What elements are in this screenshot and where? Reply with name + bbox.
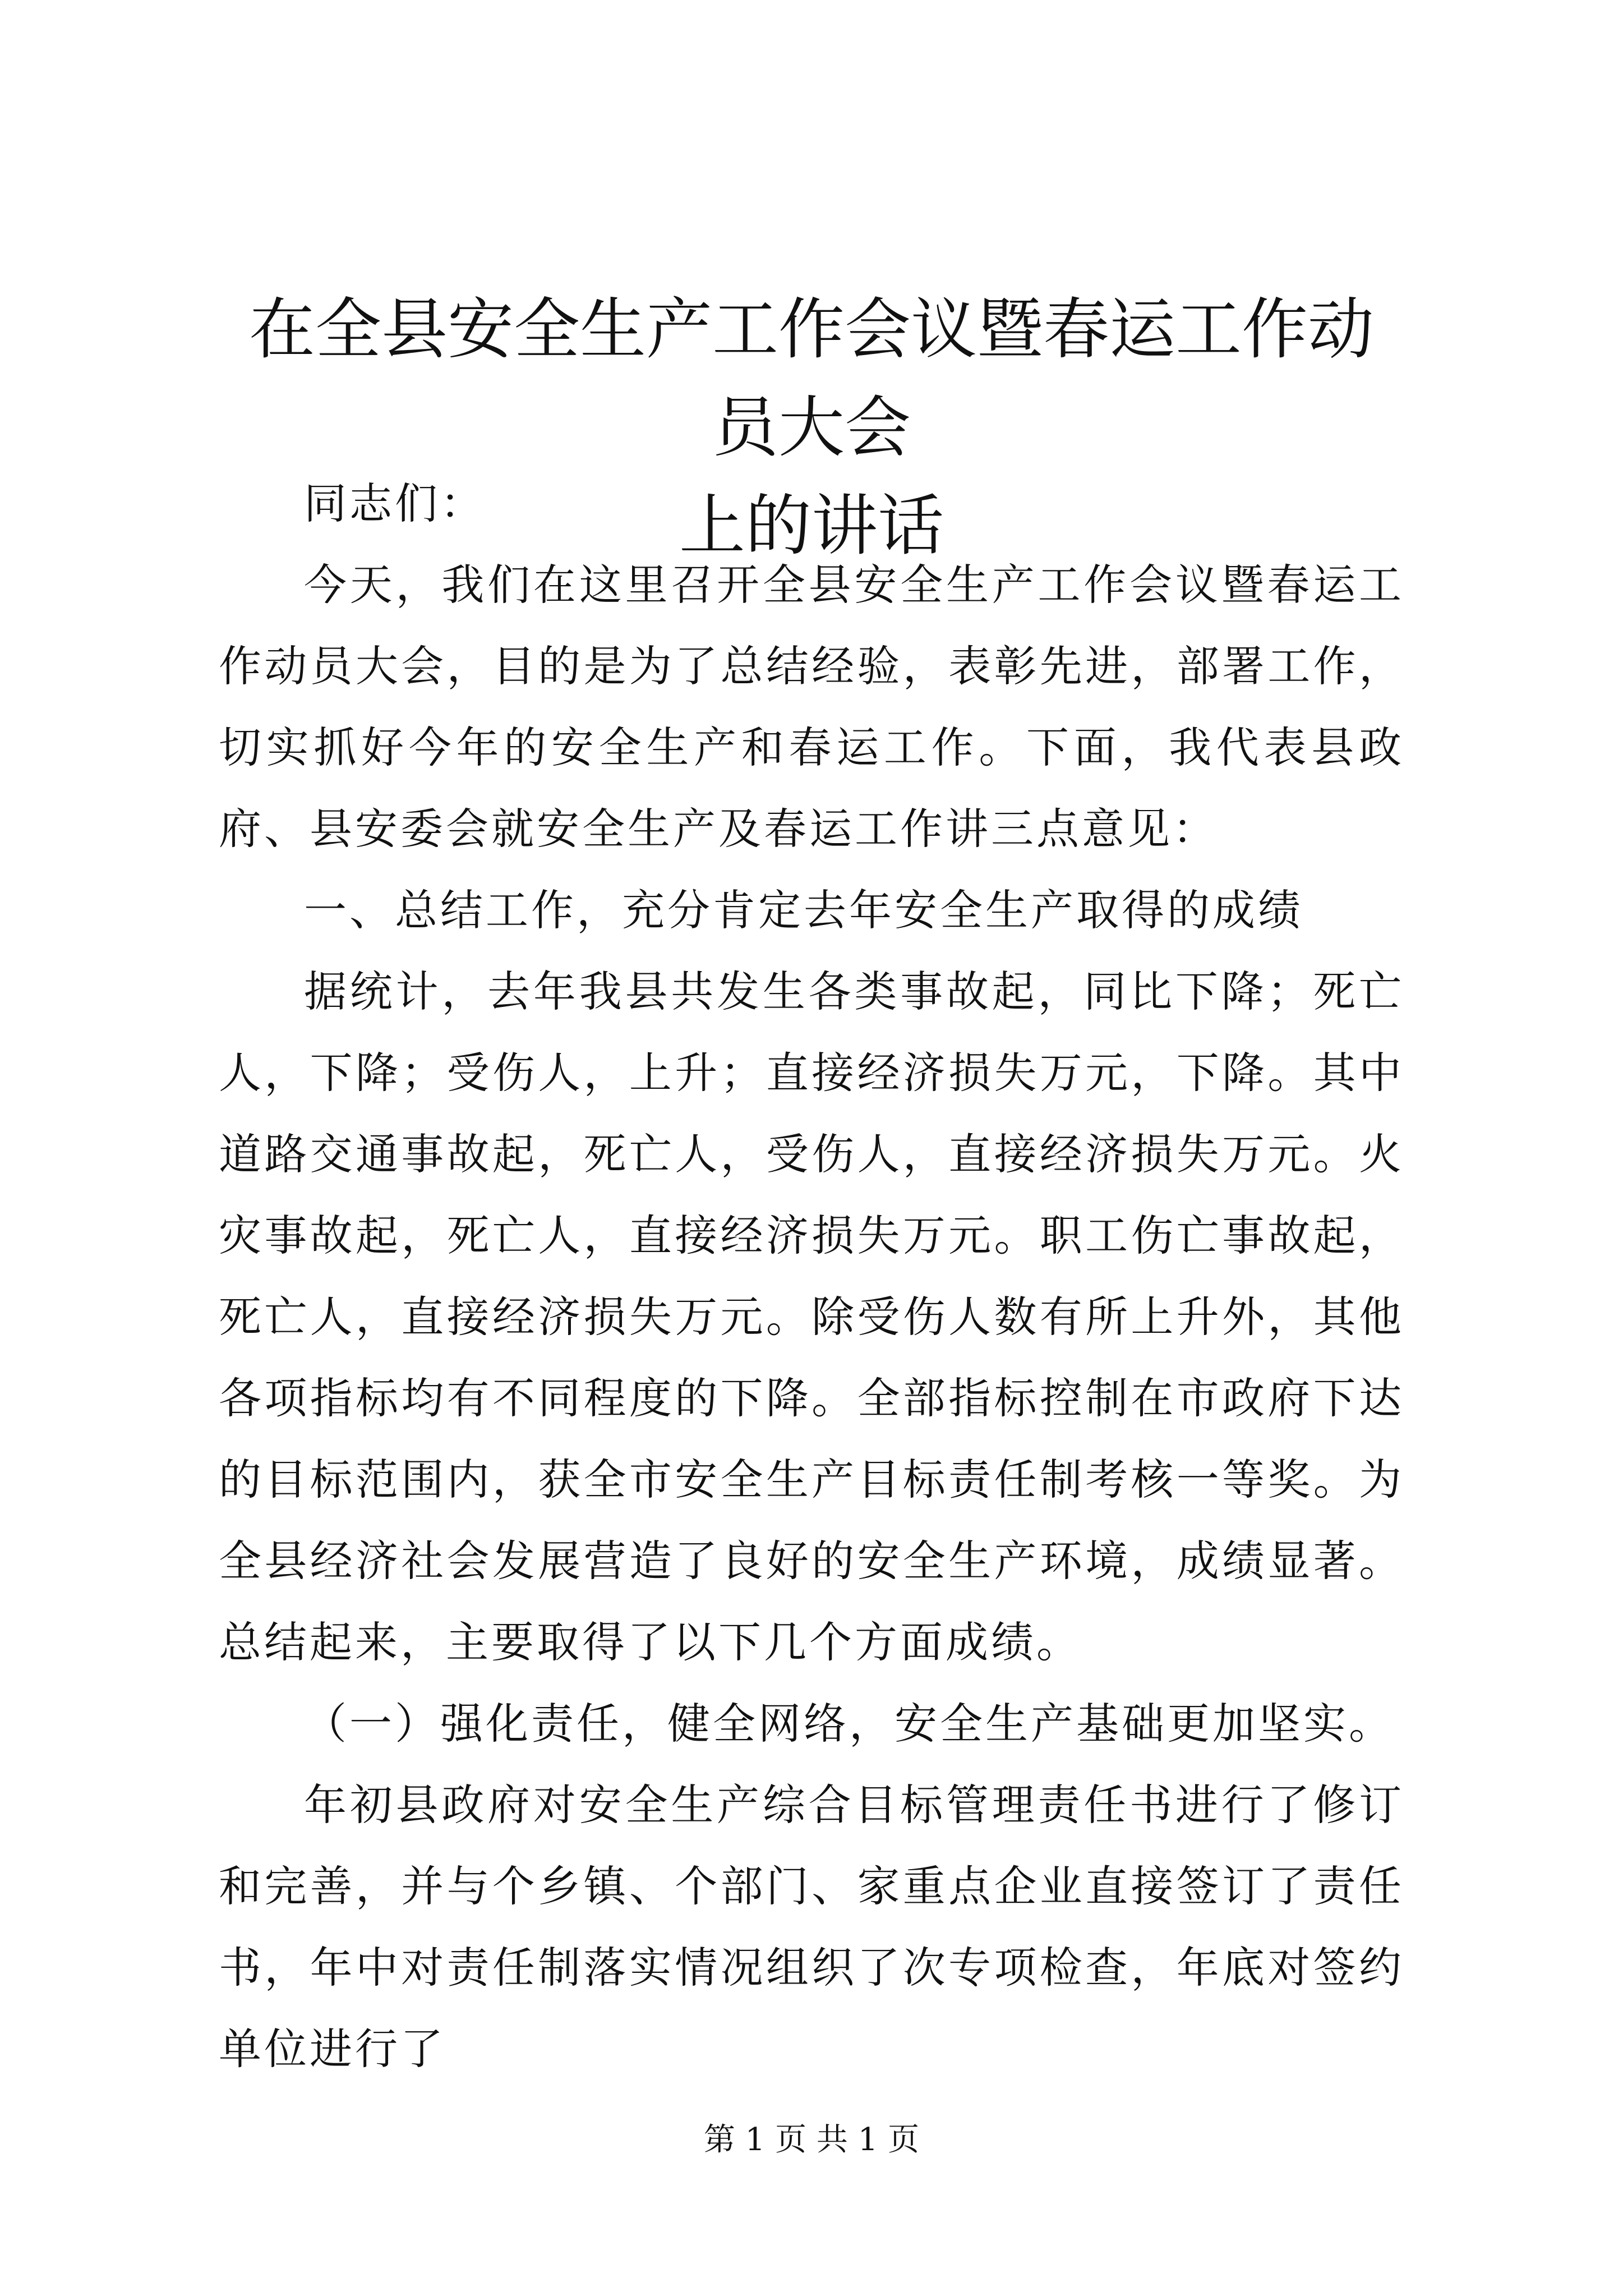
title-line-1: 在全县安全生产工作会议暨春运工作动员大会 — [248, 291, 1374, 466]
section-heading-1: 一、总结工作，充分肯定去年安全生产取得的成绩 — [304, 885, 1303, 935]
title-line-2: 上的讲话 — [679, 487, 944, 564]
salutation: 同志们： — [304, 478, 486, 528]
paragraph-statistics: 据统计，去年我县共发生各类事故起，同比下降；死亡人，下降；受伤人，上升；直接经济损失万元，下降。其中道路交通事故起，死亡人，受伤人，直接经济损失万元。火灾事故起，死亡人，直接经济损失万元。职工伤亡事故起，死亡人，直接经济损失万元。除受伤人数有所上升外，其他各项指标均有不同程度的下降。全部指标控制在市政府下达的目标范围内，获全市安全生产目标责任制考核一等奖。为全县经济社会发展营造了良好的安全生产环境，成绩显著。总结起来，主要取得了以下几个方面成绩。 — [219, 967, 1404, 1667]
subsection-heading-1: （一）强化责任，健全网络，安全生产基础更加坚实。 — [304, 1699, 1394, 1749]
paragraph-responsibility: 年初县政府对安全生产综合目标管理责任书进行了修订和完善，并与个乡镇、个部门、家重点企业直接签订了责任书，年中对责任制落实情况组织了次专项检查，年底对签约单位进行了 — [219, 1780, 1404, 2074]
paragraph-intro: 今天，我们在这里召开全县安全生产工作会议暨春运工作动员大会，目的是为了总结经验，表彰先进，部署工作，切实抓好今年的安全生产和春运工作。下面，我代表县政府、县安委会就安全生产及春运工作讲三点意见： — [219, 560, 1404, 854]
document-body — [219, 463, 1404, 2090]
page-footer: 第 1 页 共 1 页 — [703, 2122, 920, 2158]
